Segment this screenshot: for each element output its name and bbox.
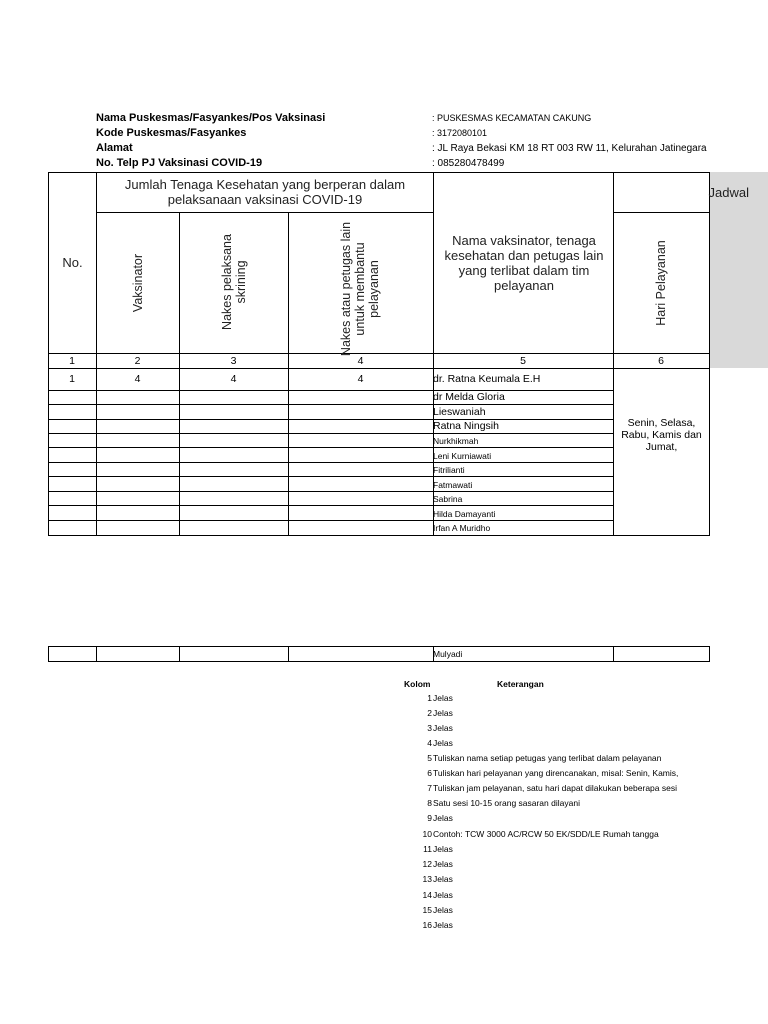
name-row: Sabrina	[433, 494, 463, 504]
note-number: 1	[427, 693, 432, 703]
note-text: Jelas	[433, 920, 453, 930]
note-text: Jelas	[433, 813, 453, 823]
col-number-4: 4	[357, 355, 364, 367]
col-number-1: 1	[69, 355, 75, 367]
note-number: 13	[422, 874, 432, 884]
note-text: Tuliskan nama setiap petugas yang terlibat dalam pelayanan	[433, 753, 662, 763]
note-number: 11	[423, 844, 432, 854]
hari-pelayanan-value: Senin, Selasa, Rabu, Kamis dan Jumat,	[621, 417, 702, 453]
name-row: Nurkhikmah	[433, 436, 479, 446]
value-nama-puskesmas: : PUSKESMAS KECAMATAN CAKUNG	[432, 113, 592, 123]
note-text: Tuliskan jam pelayanan, satu hari dapat dilakukan beberapa sesi	[433, 783, 677, 793]
note-number: 6	[427, 768, 432, 778]
header-jadwal: Jadwal	[708, 185, 749, 200]
note-number: 4	[427, 738, 432, 748]
header-nakes-lain: Nakes atau petugas lain untuk membantu pelayanan	[339, 221, 381, 357]
note-text: Jelas	[433, 844, 453, 854]
note-text: Contoh: TCW 3000 AC/RCW 50 EK/SDD/LE Rumah tangga	[433, 829, 659, 839]
label-kode-puskesmas: Kode Puskesmas/Fasyankes	[96, 127, 247, 139]
name-row: Hilda Damayanti	[433, 509, 496, 519]
note-number: 9	[427, 813, 432, 823]
name-row: dr. Ratna Keumala E.H	[433, 373, 541, 385]
value-alamat: : JL Raya Bekasi KM 18 RT 003 RW 11, Kelurahan Jatinegara	[432, 143, 707, 154]
name-row: Ratna Ningsih	[433, 420, 499, 432]
note-text: Jelas	[433, 874, 453, 884]
note-text: Jelas	[433, 693, 453, 703]
note-number: 14	[422, 890, 432, 900]
value-kode-puskesmas: : 3172080101	[432, 128, 488, 138]
note-number: 2	[427, 708, 432, 718]
value-no-telp: : 085280478499	[432, 158, 505, 169]
label-alamat: Alamat	[96, 142, 133, 154]
header-group-jumlah: Jumlah Tenaga Kesehatan yang berperan dalam pelaksanaan vaksinasi COVID-19	[124, 177, 406, 207]
label-nama-puskesmas: Nama Puskesmas/Fasyankes/Pos Vaksinasi	[96, 112, 326, 124]
col-number-5: 5	[520, 355, 526, 367]
note-number: 10	[422, 829, 432, 839]
row1-no: 1	[69, 373, 75, 385]
col-number-3: 3	[230, 355, 237, 367]
note-number: 7	[427, 783, 432, 793]
col-number-2: 2	[134, 355, 141, 367]
note-number: 12	[422, 859, 432, 869]
note-number: 15	[422, 905, 432, 915]
name-row: Lieswaniah	[433, 406, 486, 418]
note-number: 5	[427, 753, 432, 763]
row1-vaksinator: 4	[134, 373, 141, 385]
notes-keterangan-header: Keterangan	[497, 679, 544, 689]
row1-skrining: 4	[230, 373, 237, 385]
note-text: Jelas	[433, 905, 453, 915]
name-row: Fatmawati	[433, 480, 473, 490]
header-no: No.	[62, 255, 83, 270]
note-number: 3	[427, 723, 432, 733]
name-row-last: Mulyadi	[433, 649, 463, 659]
header-hari-pelayanan: Hari Pelayanan	[654, 240, 668, 326]
notes-kolom-header: Kolom	[404, 679, 431, 689]
header-nakes-skrining: Nakes pelaksana skrining	[220, 234, 248, 330]
name-row: Irfan A Muridho	[433, 523, 491, 533]
label-no-telp: No. Telp PJ Vaksinasi COVID-19	[96, 157, 263, 169]
name-row: Fitrilianti	[433, 465, 465, 475]
note-text: Jelas	[433, 708, 453, 718]
name-row: Leni Kurniawati	[433, 451, 492, 461]
grey-panel	[709, 172, 768, 368]
row1-lain: 4	[357, 373, 364, 385]
col-number-6: 6	[658, 355, 664, 367]
name-row: dr Melda Gloria	[433, 391, 505, 403]
note-text: Satu sesi 10-15 orang sasaran dilayani	[433, 798, 580, 808]
note-text: Jelas	[433, 859, 453, 869]
note-text: Jelas	[433, 890, 453, 900]
header-vaksinator: Vaksinator	[131, 253, 145, 313]
note-number: 16	[422, 920, 432, 930]
header-nama-vaksinator: Nama vaksinator, tenaga kesehatan dan petugas lain yang terlibat dalam tim pelayanan	[444, 233, 604, 293]
note-text: Jelas	[433, 723, 453, 733]
note-text: Tuliskan hari pelayanan yang direncanakan, misal: Senin, Kamis,	[433, 768, 679, 778]
note-number: 8	[427, 798, 432, 808]
note-text: Jelas	[433, 738, 453, 748]
